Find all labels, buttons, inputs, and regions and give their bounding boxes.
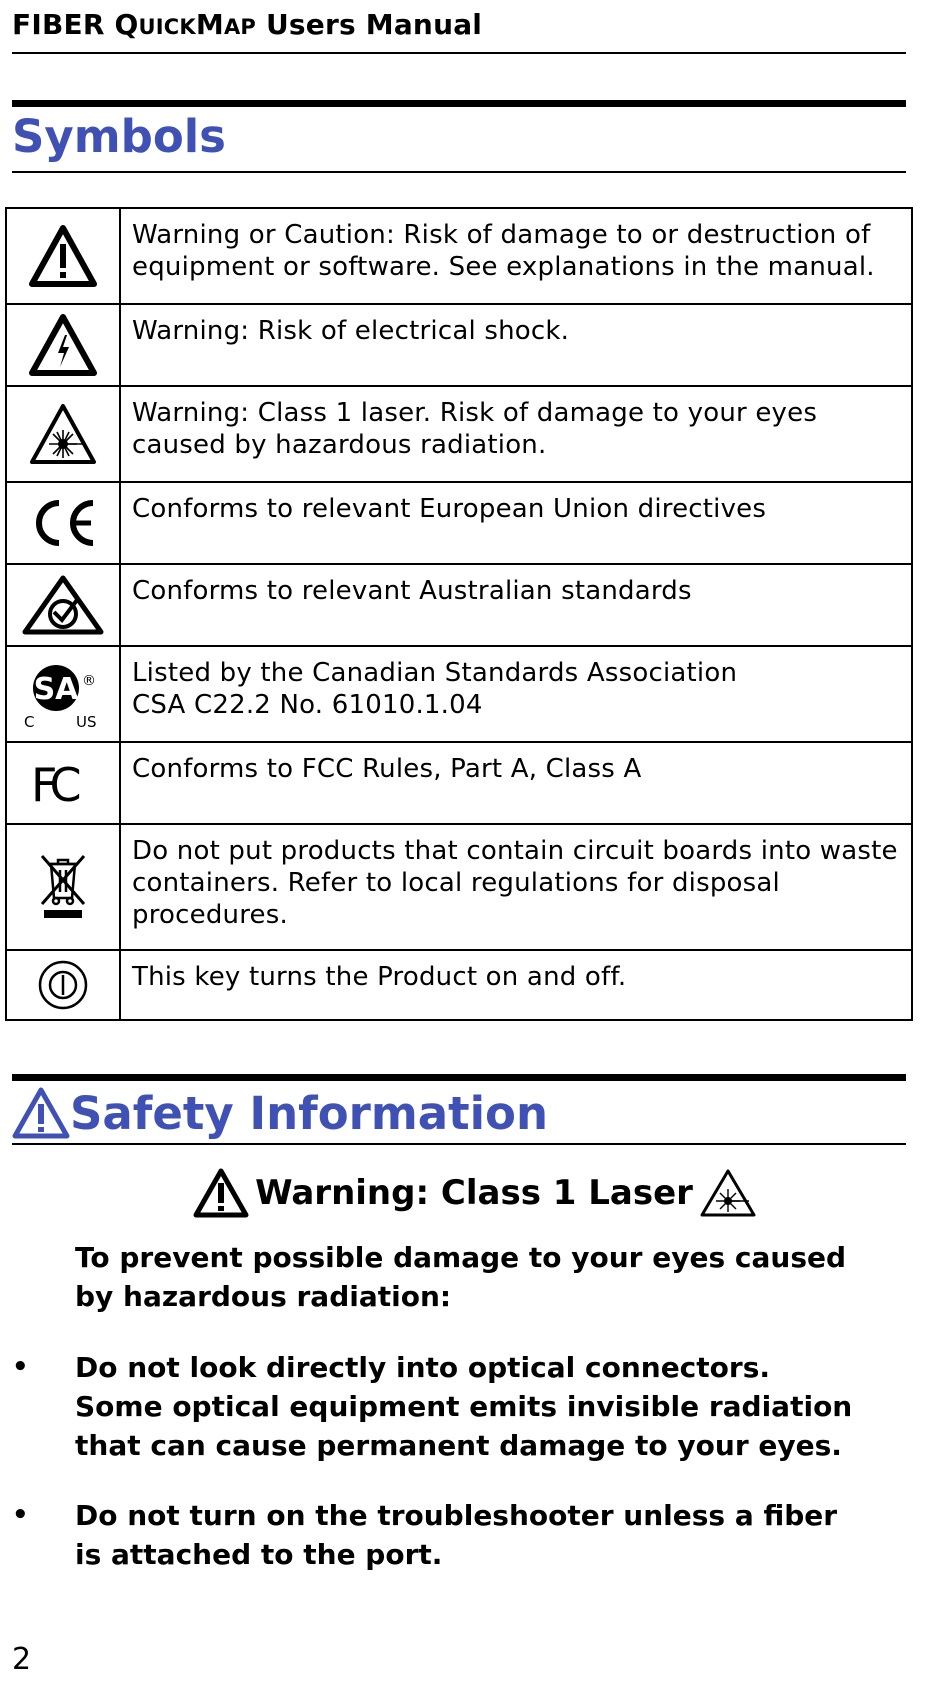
symbols-title: Symbols	[12, 110, 226, 163]
symbol-description: Warning: Risk of electrical shock.	[120, 304, 912, 386]
table-row	[6, 482, 912, 564]
icon-cell	[6, 482, 120, 564]
icon-cell	[6, 386, 120, 482]
table-row	[6, 646, 912, 742]
csa-us-label: US	[76, 713, 97, 731]
table-row	[6, 742, 912, 824]
laser-warning-icon	[28, 402, 98, 466]
laser-warning-text: Warning: Class 1 Laser	[255, 1173, 693, 1213]
table-row	[6, 304, 912, 386]
header-title-part2: UICK	[138, 15, 196, 39]
bullet-marker: •	[12, 1500, 29, 1530]
electrical-shock-icon	[28, 313, 98, 377]
safety-warning-icon	[12, 1086, 70, 1140]
symbol-description: Conforms to relevant Australian standards	[120, 564, 912, 646]
icon-cell	[6, 208, 120, 304]
laser-warning-heading	[0, 1167, 950, 1219]
ce-mark-icon	[27, 497, 99, 549]
safety-bullet-2: Do not turn on the troubleshooter unless a fiber is attached to the port.	[75, 1499, 838, 1571]
rcm-mark-icon	[21, 574, 105, 636]
icon-cell	[6, 742, 120, 824]
csa-letters: SA	[33, 672, 79, 707]
icon-cell	[6, 304, 120, 386]
table-row	[6, 564, 912, 646]
table-row	[6, 386, 912, 482]
page-number: 2	[12, 1642, 32, 1677]
weee-bin-icon	[38, 852, 88, 922]
safety-title-row	[12, 1086, 548, 1140]
symbol-description: Conforms to FCC Rules, Part A, Class A	[120, 742, 912, 824]
icon-cell	[6, 564, 120, 646]
symbol-description: Warning or Caution: Risk of damage to or destruction of equipment or software. See explanations in the manual.	[120, 208, 912, 304]
warning-icon	[193, 1167, 249, 1219]
bullet-marker: •	[12, 1352, 29, 1382]
csa-registered: ®	[82, 673, 96, 689]
symbol-description: Listed by the Canadian Standards Association CSA C22.2 No. 61010.1.04	[120, 646, 912, 742]
safety-bottom-rule	[12, 1143, 906, 1145]
symbol-description: Do not put products that contain circuit boards into waste containers. Refer to local regulations for disposal procedures.	[120, 824, 912, 950]
safety-intro: To prevent possible damage to your eyes caused by hazardous radiation:	[75, 1241, 847, 1313]
running-header	[12, 8, 482, 41]
icon-cell	[6, 646, 120, 742]
csa-c-label: C	[24, 713, 35, 731]
symbols-bottom-rule	[12, 171, 906, 173]
header-title-part3: M	[195, 8, 224, 41]
icon-cell	[6, 824, 120, 950]
fcc-mark-icon	[27, 757, 99, 809]
safety-bullet-1: Do not look directly into optical connectors. Some optical equipment emits invisible radiation that can cause permanent damage to your eyes.	[75, 1351, 853, 1462]
laser-icon	[699, 1167, 757, 1219]
header-rule	[12, 52, 906, 54]
power-key-icon	[35, 957, 91, 1013]
header-title-part4: AP	[223, 15, 257, 39]
warning-caution-icon	[28, 224, 98, 288]
symbols-top-rule	[12, 100, 906, 107]
symbol-description: Conforms to relevant European Union directives	[120, 482, 912, 564]
table-row	[6, 208, 912, 304]
symbols-table	[5, 207, 913, 1021]
symbol-description: This key turns the Product on and off.	[120, 950, 912, 1020]
fcc-letters: FC	[31, 758, 74, 809]
icon-cell	[6, 950, 120, 1020]
safety-title: Safety Information	[70, 1086, 548, 1140]
table-row	[6, 824, 912, 950]
header-title-part1: FIBER Q	[12, 8, 139, 41]
safety-top-rule	[12, 1074, 906, 1081]
csa-mark-icon	[18, 655, 108, 733]
header-title-part5: Users Manual	[256, 8, 483, 41]
symbol-description: Warning: Class 1 laser. Risk of damage to your eyes caused by hazardous radiation.	[120, 386, 912, 482]
table-row	[6, 950, 912, 1020]
